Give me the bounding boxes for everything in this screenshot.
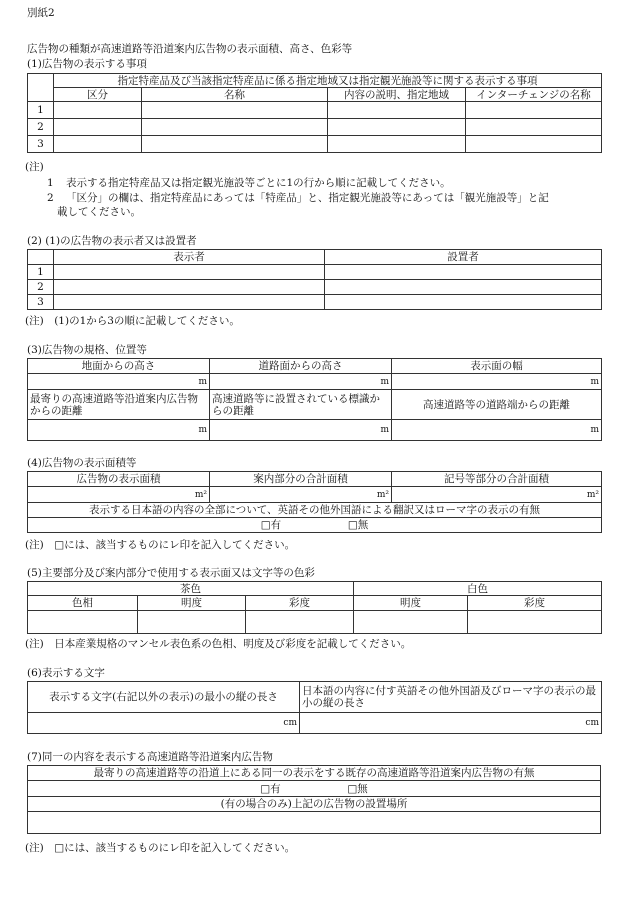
sec5-title: (5)主要部分及び案内部分で使用する表示面又は文字等の色彩 (27, 567, 315, 579)
sec1-note2a: 「区分」の欄は、指定特産品にあっては「特産品」と、指定観光施設等にあっては「観光施設等」と記 (66, 192, 549, 204)
unit-cm[interactable]: cm (300, 713, 602, 734)
sec1-title: (1)広告物の表示する事項 (27, 58, 147, 70)
input-cell[interactable] (142, 119, 328, 136)
sec1-note2b: 載してください。 (57, 206, 141, 218)
col-road-height: 道路面からの高さ (210, 359, 392, 374)
input-cell[interactable] (466, 119, 602, 136)
col-installer: 設置者 (325, 250, 602, 265)
sec7-title: (7)同一の内容を表示する高速道路等沿道案内広告物 (27, 751, 273, 763)
sec6-table (27, 681, 602, 734)
col-white-value: 明度 (354, 596, 468, 611)
sec4-note: (注) □には、該当するものにレ印を記入してください。 (25, 539, 296, 551)
unit-m2[interactable]: m² (210, 487, 392, 503)
input-cell[interactable] (138, 611, 246, 634)
translation-question: 表示する日本語の内容の全部について、英語その他外国語による翻訳又はローマ字の表示の有無 (28, 503, 602, 518)
row-number: 1 (28, 265, 54, 280)
sec2-note: (注) (1)の1から3の順に記載してください。 (25, 315, 240, 327)
input-cell[interactable] (54, 265, 325, 280)
input-cell[interactable] (54, 295, 325, 310)
col-value: 明度 (138, 596, 246, 611)
attachment-label: 別紙2 (27, 7, 55, 19)
input-cell[interactable] (466, 102, 602, 119)
unit-m2[interactable]: m² (28, 487, 210, 503)
input-cell[interactable] (54, 102, 142, 119)
input-cell[interactable] (54, 136, 142, 153)
checkbox-no[interactable]: □無 (347, 519, 369, 531)
unit-cm[interactable]: cm (28, 713, 300, 734)
col-display-width: 表示面の幅 (392, 359, 602, 374)
sec6-title: (6)表示する文字 (27, 667, 105, 679)
input-cell[interactable] (468, 611, 602, 634)
col-name: 名称 (142, 88, 328, 102)
input-cell[interactable] (325, 280, 602, 295)
input-cell[interactable] (328, 119, 466, 136)
col-hue: 色相 (28, 596, 138, 611)
checkbox-yes[interactable]: □有 (260, 782, 281, 795)
location-input[interactable] (28, 812, 601, 834)
sec1-note-label: (注) (25, 161, 44, 173)
row-number: 3 (28, 136, 54, 153)
col-symbol-area: 記号等部分の合計面積 (392, 472, 602, 487)
row-number: 2 (28, 280, 54, 295)
sec4-table (27, 471, 602, 533)
unit-m[interactable]: m (28, 420, 210, 441)
col-min-foreign-text-height: 日本語の内容に付す英語その他外国語及びローマ字の表示の最小の縦の長さ (300, 682, 602, 713)
page-title: 広告物の種類が高速道路等沿道案内広告物の表示面積、高さ、色彩等 (27, 43, 353, 55)
checkbox-no[interactable]: □無 (347, 782, 368, 795)
input-cell[interactable] (466, 136, 602, 153)
unit-m2[interactable]: m² (392, 487, 602, 503)
sec7-table (27, 765, 601, 834)
sec5-table (27, 581, 602, 634)
checkbox-yes[interactable]: □有 (260, 519, 282, 531)
existing-ad-question: 最寄りの高速道路等の沿道上にある同一の表示をする既存の高速道路等沿道案内広告物の有無 (28, 766, 601, 781)
sec2-title: (2) (1)の広告物の表示者又は設置者 (27, 235, 197, 247)
col-category: 区分 (54, 88, 142, 102)
input-cell[interactable] (325, 295, 602, 310)
color-brown: 茶色 (28, 582, 354, 596)
row-number: 3 (28, 295, 54, 310)
col-guide-area: 案内部分の合計面積 (210, 472, 392, 487)
input-cell[interactable] (328, 102, 466, 119)
input-cell[interactable] (54, 280, 325, 295)
sec2-table (27, 249, 602, 310)
color-white: 白色 (354, 582, 602, 596)
sec1-main-header: 指定特産品及び当該指定特産品に係る指定地域又は指定観光施設等に関する表示する事項 (54, 74, 602, 88)
col-description: 内容の説明、指定地域 (328, 88, 466, 102)
row-number: 2 (28, 119, 54, 136)
location-label: (有の場合のみ)上記の広告物の設置場所 (28, 797, 601, 812)
unit-m[interactable]: m (392, 374, 602, 390)
input-cell[interactable] (246, 611, 354, 634)
col-min-text-height: 表示する文字(右記以外の表示)の最小の縦の長さ (28, 682, 300, 713)
input-cell[interactable] (142, 136, 328, 153)
col-displayer: 表示者 (54, 250, 325, 265)
col-display-area: 広告物の表示面積 (28, 472, 210, 487)
sec1-note1: 表示する指定特産品又は指定観光施設等ごとに1の行から順に記載してください。 (66, 177, 451, 189)
sec1-note1-num: 1 (47, 177, 54, 189)
unit-m[interactable]: m (392, 420, 602, 441)
sec1-note2-num: 2 (47, 192, 54, 204)
input-cell[interactable] (54, 119, 142, 136)
sec1-table (27, 73, 602, 153)
col-nearest-ad-distance: 最寄りの高速道路等沿道案内広告物からの距離 (28, 390, 210, 420)
unit-m[interactable]: m (210, 420, 392, 441)
sec4-title: (4)広告物の表示面積等 (27, 457, 137, 469)
col-sign-distance: 高速道路等に設置されている標識からの距離 (210, 390, 392, 420)
unit-m[interactable]: m (210, 374, 392, 390)
unit-m[interactable]: m (28, 374, 210, 390)
input-cell[interactable] (354, 611, 468, 634)
input-cell[interactable] (325, 265, 602, 280)
sec7-note: (注) □には、該当するものにレ印を記入してください。 (25, 842, 296, 854)
sec3-table (27, 358, 602, 441)
row-number: 1 (28, 102, 54, 119)
input-cell[interactable] (328, 136, 466, 153)
sec3-title: (3)広告物の規格、位置等 (27, 344, 147, 356)
sec5-note: (注) 日本産業規格のマンセル表色系の色相、明度及び彩度を記載してください。 (25, 638, 412, 650)
col-chroma: 彩度 (246, 596, 354, 611)
input-cell[interactable] (142, 102, 328, 119)
col-ground-height: 地面からの高さ (28, 359, 210, 374)
col-road-edge-distance: 高速道路等の道路端からの距離 (392, 390, 602, 420)
col-interchange: インターチェンジの名称 (466, 88, 602, 102)
input-cell[interactable] (28, 611, 138, 634)
col-white-chroma: 彩度 (468, 596, 602, 611)
